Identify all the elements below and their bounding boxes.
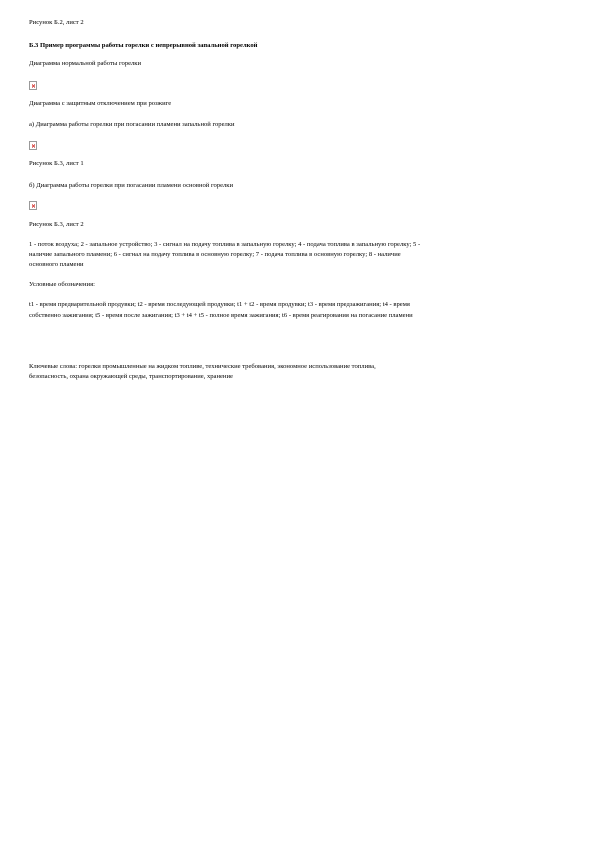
notation-line-1: t1 - время предварительной продувки; t2 - время последующей продувки; t1 + t2 - время продувки; t3 - время предзажигания; t4 - время	[29, 301, 410, 308]
keywords-line-2: безопасность, охрана окружающей среды, транспортирование, хранение	[29, 373, 233, 380]
figure-caption-b2-sheet2: Рисунок Б.2, лист 2	[29, 19, 84, 26]
normal-operation-diagram-heading: Диаграмма нормальной работы горелки	[29, 60, 142, 67]
legend-line-2: наличие запального пламени; 6 - сигнал на подачу топлива в основную горелку; 7 - подача топлива в основную горелку; 8 - наличие	[29, 251, 401, 258]
diagram-b-caption: б) Диаграмма работы горелки при погасании пламени основной горелки	[29, 182, 234, 189]
keywords-line-1: Ключевые слова: горелки промышленные на жидком топливе, технические требования, экономное использование топлива,	[29, 363, 376, 370]
figure-caption-b3-sheet2: Рисунок Б.3, лист 2	[29, 221, 84, 228]
section-b3-title: Б.3 Пример программы работы горелки с непрерывной запальной горелкой	[29, 42, 258, 49]
safety-shutdown-diagram-heading: Диаграмма с защитным отключением при розжиге	[29, 100, 172, 107]
diagram-a-caption: а) Диаграмма работы горелки при погасании пламени запальной горелки	[29, 121, 235, 128]
broken-image-icon	[29, 81, 37, 90]
broken-image-icon	[29, 201, 37, 210]
legend-line-3: основного пламени	[29, 261, 84, 268]
notation-line-2: собственно зажигания; t5 - время после зажигания; t3 + t4 + t5 - полное время зажигания; t6 - время реагирования на погасание пламени	[29, 312, 413, 319]
notation-title: Условные обозначения:	[29, 281, 95, 288]
figure-caption-b3-sheet1: Рисунок Б.3, лист 1	[29, 160, 84, 167]
broken-image-icon	[29, 141, 37, 150]
legend-line-1: 1 - поток воздуха; 2 - запальное устройство; 3 - сигнал на подачу топлива в запальную горелку; 4 - подача топлива в запальную горелку; 5 -	[29, 241, 421, 248]
